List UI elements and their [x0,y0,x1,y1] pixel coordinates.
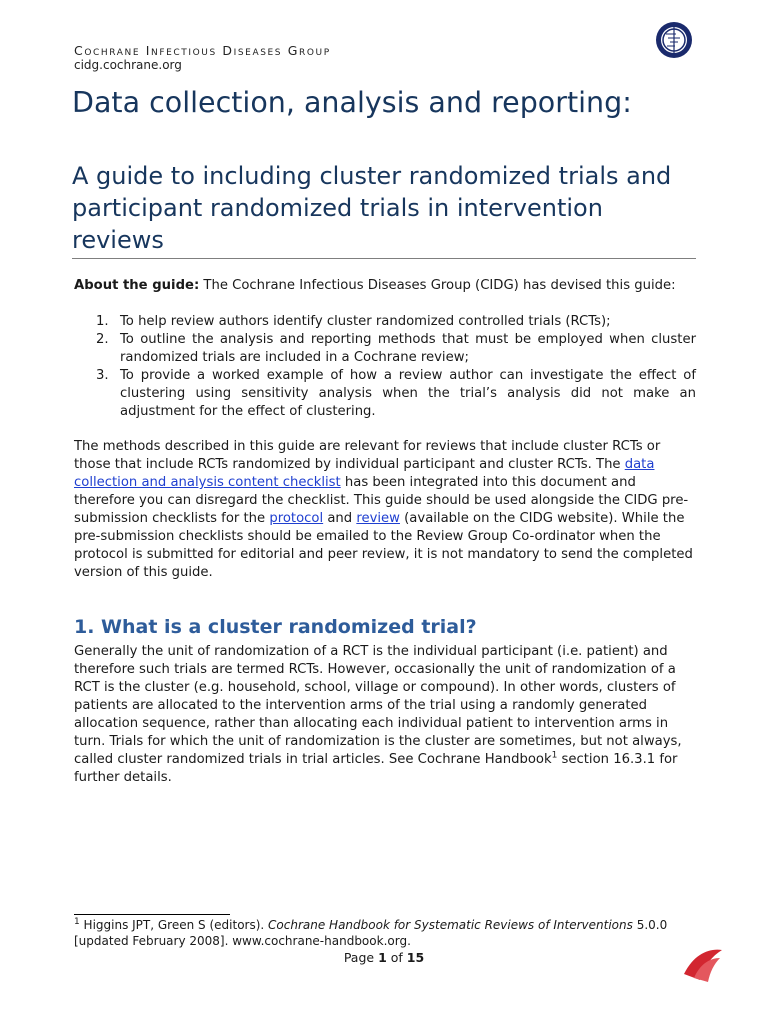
list-item-text: To help review authors identify cluster randomized controlled trials (RCTs); [120,314,611,329]
section-body [74,643,698,787]
list-item [74,367,696,421]
methods-paragraph [74,438,698,582]
page-total: 15 [406,950,425,965]
cochrane-logo-icon [650,20,698,80]
header-url: cidg.cochrane.org [74,58,182,72]
page-sep: of [386,950,407,965]
footnote-divider [74,914,230,915]
title-divider [72,258,696,259]
list-item [74,313,696,331]
list-item-text: To provide a worked example of how a review author can investigate the effect of clustering using sensitivity analysis when the trial’s analysis did not make an adjustment for the effect of clustering. [120,368,696,419]
list-item [74,331,696,367]
section-text: Generally the unit of randomization of a RCT is the individual participant (i.e. patient) and therefore such trials are termed RCTs. However, occasionally the unit of randomization of a RCT is the cluster (e.g. household, school, village or compound). In other words, clusters of patients are allocated to the intervention arms of the trial using a randomly generated allocation sequence, rather than allocating each individual patient to intervention arms in turn. Trials for which the unit of randomization is the cluster are sometimes, but not always, called cluster randomized trials in trial articles. See Cochrane Handbook [74,644,682,767]
about-text: The Cochrane Infectious Diseases Group (CIDG) has devised this guide: [199,278,676,293]
footnote-number: 1 [74,917,80,927]
page-prefix: Page [343,950,379,965]
list-item-text: To outline the analysis and reporting methods that must be employed when cluster randomized trials are included in a Cochrane review; [120,332,696,365]
about-paragraph [74,277,696,295]
methods-text: has been integrated into this document and therefore you can disregard the checklist. This guide should be used alongside the CIDG pre-submission checklists for the [74,475,689,526]
footnote [74,917,694,949]
page-number [0,950,768,965]
header-group-name: Cochrane Infectious Diseases Group [74,43,331,58]
about-list [74,313,696,421]
list-item-number: 3. [96,368,109,383]
about-label: About the guide: [74,278,200,293]
protocol-link[interactable]: protocol [269,511,324,526]
methods-text: The methods described in this guide are relevant for reviews that include cluster RCTs or those that include RCTs randomized by individual participant and cluster RCTs. The [74,439,661,472]
footnote-book-title: Cochrane Handbook for Systematic Reviews of Interventions [268,918,633,932]
footnote-ref[interactable]: 1 [551,750,558,761]
list-item-number: 2. [96,332,109,347]
page-current: 1 [378,950,387,965]
section-text: section 16.3.1 for further details. [74,752,678,785]
list-item-number: 1. [96,314,109,329]
review-link[interactable]: review [356,511,400,526]
checklist-link[interactable]: data collection and analysis content checklist [74,457,655,490]
methods-text: (available on the CIDG website). While the pre-submission checklists should be emailed to the Review Group Co-ordinator when the protocol is submitted for editorial and peer review, it is not mandatory to send the completed version of this guide. [74,511,693,580]
lstm-logo-icon [654,944,724,1016]
footnote-text: Higgins JPT, Green S (editors). [79,918,269,932]
methods-text: and [323,511,357,526]
footnote-text: 5.0.0 [updated February 2008]. www.cochrane-handbook.org. [74,918,668,948]
page-title: Data collection, analysis and reporting: [72,86,632,119]
page-subtitle: A guide to including cluster randomized trials and participant randomized trials in intervention reviews [72,162,672,254]
section-heading: 1. What is a cluster randomized trial? [74,616,477,638]
